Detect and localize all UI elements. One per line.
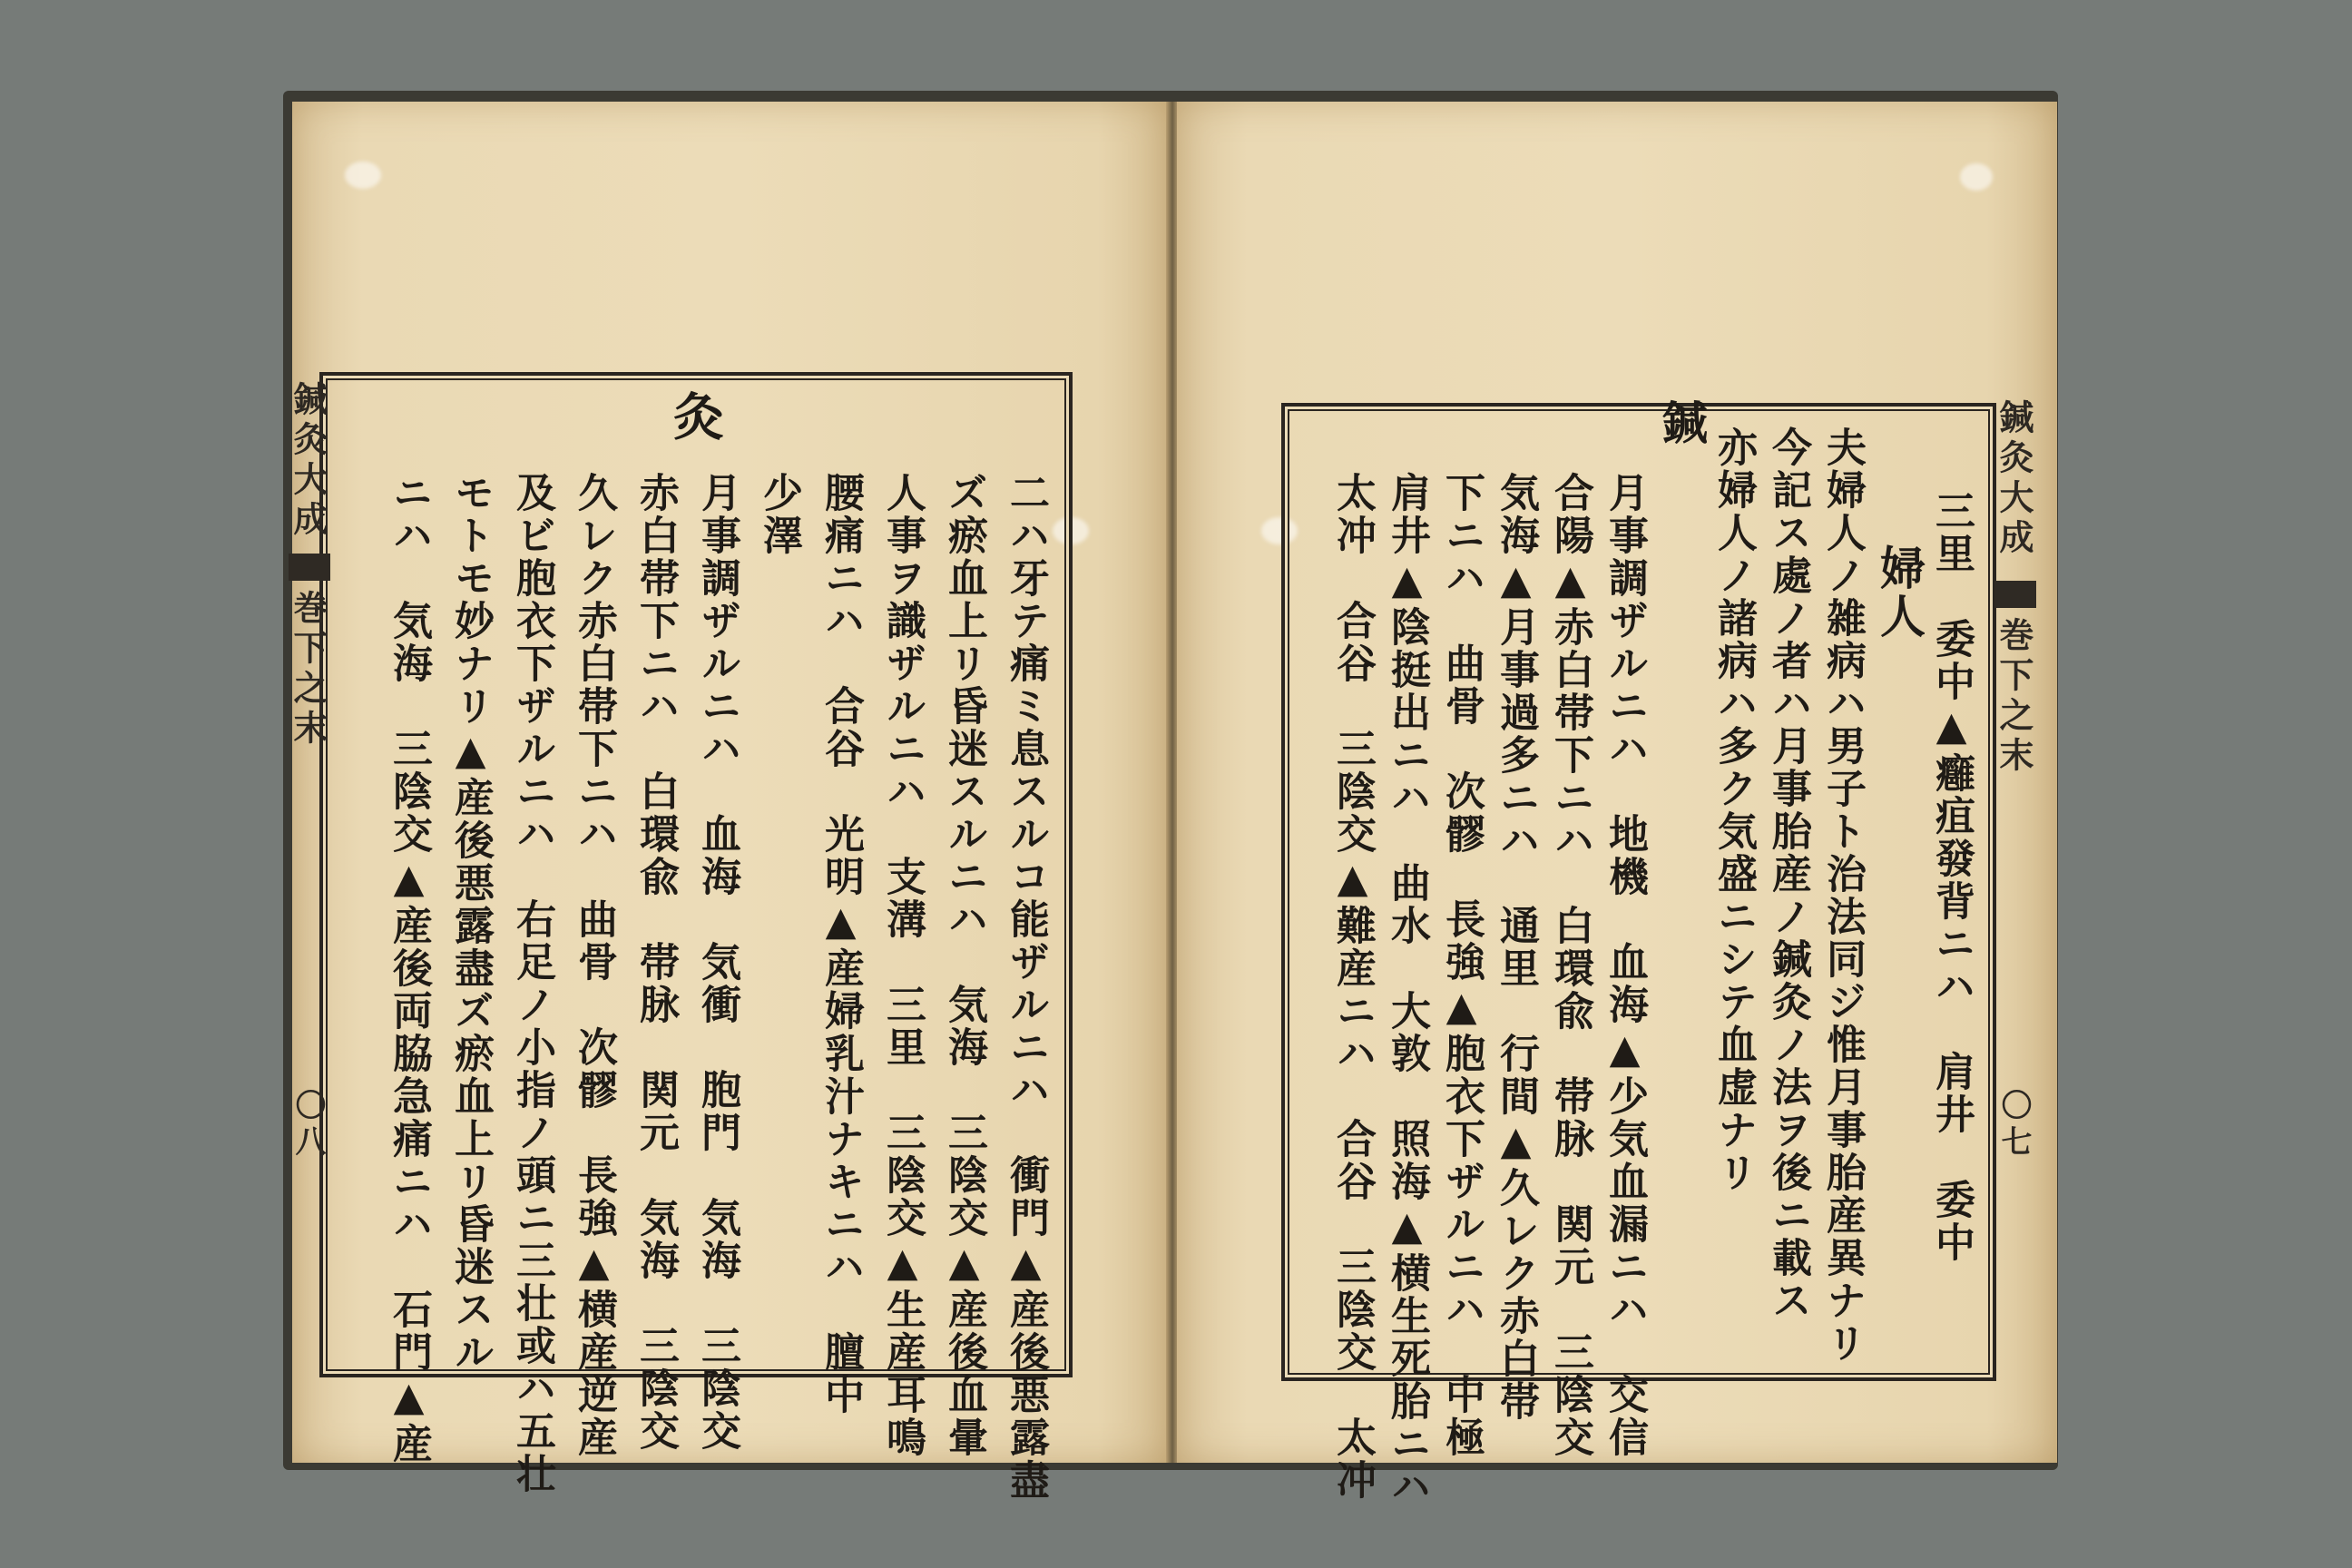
left-text-column-3: 人事ヲ識ザルニハ 支溝 三里 三陰交▲生産耳鳴 — [879, 472, 926, 1459]
left-text-column-4: 腰痛ニハ 合谷 光明▲産婦乳汁ナキニハ 膻中 — [818, 472, 864, 1416]
right-folio-title: 鍼灸大成 — [1994, 399, 2034, 559]
left-section-title: 灸 — [665, 390, 725, 446]
right-text-column-1: 三里 委中▲癰疽發背ニハ 肩井 委中 — [1928, 490, 1975, 1264]
right-folio-volume: 巻下之末 — [1994, 617, 2034, 777]
left-text-column-11: ニハ 気海 三陰交▲産後両脇急痛ニハ 石門▲産 — [386, 472, 432, 1465]
right-text-column-3: 夫婦人ノ雑病ハ男子ト治法同ジ惟月事胎産異ナリ — [1819, 426, 1866, 1365]
paper-wear-mark — [345, 162, 381, 189]
right-section-title-fujin: 婦人 — [1873, 544, 1926, 641]
right-text-column-5: 亦婦人ノ諸病ハ多ク気盛ニシテ血虚ナリ — [1710, 426, 1757, 1194]
left-folio-band — [289, 554, 330, 581]
right-text-column-7: 月事調ザルニハ 地機 血海▲少気血漏ニハ 交信 — [1602, 472, 1648, 1459]
left-text-column-9: 及ビ胞衣下ザルニハ 右足ノ小指ノ頭ニ三壮或ハ五壮 — [509, 472, 555, 1495]
right-folio-band — [1994, 581, 2036, 608]
left-folio-title: 鍼灸大成 — [288, 381, 328, 541]
right-text-column-8: 合陽▲赤白帯下ニハ 白環兪 帯脉 関元 三陰交 — [1547, 472, 1593, 1459]
paper-wear-mark — [1960, 163, 1993, 191]
right-text-column-11: 肩井▲陰挺出ニハ 曲水 大敦 照海▲横生死胎ニハ — [1384, 472, 1430, 1508]
left-text-column-2: ズ瘀血上リ昏迷スルニハ 気海 三陰交▲産後血暈 — [941, 472, 987, 1459]
left-text-column-5: 少澤 — [756, 472, 802, 557]
right-text-column-12: 太冲 合谷 三陰交▲難産ニハ 合谷 三陰交 太冲 — [1329, 472, 1376, 1502]
left-text-column-10: モトモ妙ナリ▲産後悪露盡ズ瘀血上リ昏迷スル — [447, 472, 494, 1374]
left-page-number: 〇八 — [289, 1089, 326, 1161]
right-section-title-shin: 鍼 — [1655, 399, 1709, 447]
right-text-column-10: 下ニハ 曲骨 次髎 長強▲胞衣下ザルニハ 中極 — [1438, 472, 1485, 1459]
right-page-number: 〇七 — [1995, 1089, 2032, 1161]
left-text-column-8: 久レク赤白帯下ニハ 曲骨 次髎 長強▲横産逆産 — [571, 472, 617, 1459]
right-text-column-9: 気海▲月事過多ニハ 通里 行間▲久レク赤白帯 — [1493, 472, 1539, 1423]
right-text-column-4: 今記ス處ノ者ハ月事胎産ノ鍼灸ノ法ヲ後ニ載ス — [1765, 426, 1811, 1322]
left-text-column-6: 月事調ザルニハ 血海 気衝 胞門 気海 三陰交 — [694, 472, 740, 1453]
left-folio-volume: 巻下之末 — [288, 590, 328, 750]
left-text-column-1: 二ハ牙テ痛ミ息スルコ能ザルニハ 衝門▲産後悪露盡 — [1003, 472, 1049, 1502]
left-text-column-7: 赤白帯下ニハ 白環兪 帯脉 関元 気海 三陰交 — [632, 472, 679, 1453]
